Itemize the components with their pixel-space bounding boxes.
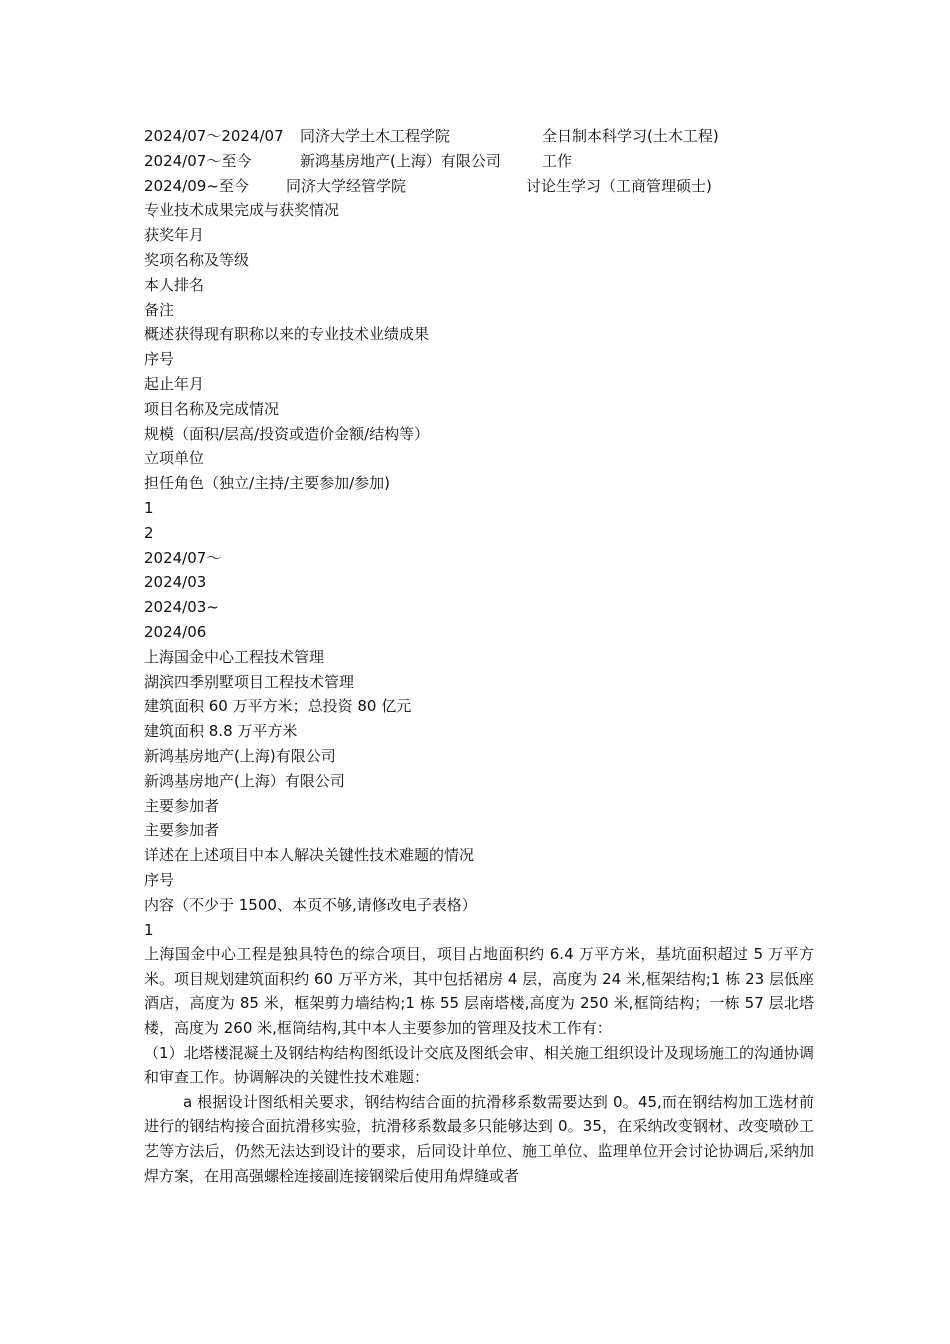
date-value: 2024/06: [144, 622, 207, 641]
project-scale: 建筑面积 60 万平方米；总投资 80 亿元: [144, 697, 412, 716]
description: 工作: [542, 151, 573, 170]
document-page: [144, 124, 814, 1188]
field-label: 立项单位: [144, 449, 205, 468]
field-label: 备注: [144, 300, 175, 319]
section-heading: 详述在上述项目中本人解决关键性技术难题的情况: [144, 846, 475, 865]
field-label: 序号: [144, 870, 175, 889]
body-paragraph: （1）北塔楼混凝土及钢结构结构图纸设计交底及图纸会审、相关施工组织设计及现场施工的沟通协调和审查工作。协调解决的关键性技术难题：: [144, 1043, 814, 1087]
period: 2024/07～2024/07: [144, 127, 284, 145]
date-value: 2024/03: [144, 573, 207, 592]
section-heading: 概述获得现有职称以来的专业技术业绩成果: [144, 325, 430, 344]
row-number: 1: [144, 920, 154, 939]
project-scale: 建筑面积 8.8 万平方米: [144, 722, 298, 741]
organization: 新鸿基房地产(上海）有限公司: [300, 151, 501, 170]
field-label: 项目名称及完成情况: [144, 399, 280, 418]
field-label: 内容（不少于 1500、本页不够,请修改电子表格）: [144, 895, 477, 914]
field-label: 担任角色（独立/主持/主要参加/参加): [144, 474, 391, 493]
project-name: 上海国金中心工程技术管理: [144, 647, 325, 666]
education-row: [144, 124, 814, 149]
field-label: 规模（面积/层高/投资或造价金额/结构等）: [144, 424, 430, 443]
education-row: [144, 174, 814, 199]
section-heading: 专业技术成果完成与获奖情况: [144, 201, 340, 220]
period: 2024/07～至今: [144, 151, 252, 170]
date-value: 2024/07～: [144, 548, 222, 567]
field-label: 获奖年月: [144, 226, 205, 245]
project-unit: 新鸿基房地产(上海）有限公司: [144, 771, 345, 790]
organization: 同济大学土木工程学院: [300, 127, 451, 145]
body-paragraph: a 根据设计图纸相关要求，钢结构结合面的抗滑移系数需要达到 0。45,而在钢结构加工选材前进行的钢结构接合面抗滑移实验，抗滑移系数最多只能够达到 0。35，在采纳改变钢材、改变喷砂工艺等方法后，仍然无法达到设计的要求，后同设计单位、施工单位、监理单位开会讨论协调后,采纳加焊方案，在用高强螺栓连接副连接钢梁后使用角焊缝或者: [144, 1092, 814, 1185]
field-label: 序号: [144, 350, 175, 369]
organization: 同济大学经管学院: [286, 176, 407, 195]
project-unit: 新鸿基房地产(上海)有限公司: [144, 746, 336, 765]
field-label: 奖项名称及等级: [144, 250, 250, 269]
description: 全日制本科学习(土木工程): [542, 127, 719, 145]
field-label: 本人排名: [144, 275, 205, 294]
project-role: 主要参加者: [144, 796, 220, 815]
description: 讨论生学习（工商管理硕士): [526, 176, 712, 195]
row-number: 1: [144, 498, 154, 517]
field-label: 起止年月: [144, 374, 205, 393]
project-role: 主要参加者: [144, 821, 220, 840]
date-value: 2024/03~: [144, 598, 219, 617]
body-paragraph: 上海国金中心工程是独具特色的综合项目，项目占地面积约 6.4 万平方米，基坑面积超过 5 万平方米。项目规划建筑面积约 60 万平方米，其中包括裙房 4 层，高度为 24 米,框架结构;1 栋 23 层低座酒店，高度为 85 米，框架剪力墙结构;1 栋 55 层南塔楼,高度为 250 米,框筒结构；一栋 57 层北塔楼，高度为 260 米,框筒结构,其中本人主要参加的管理及技术工作有：: [144, 945, 814, 1038]
education-row: [144, 149, 814, 174]
row-number: 2: [144, 523, 154, 542]
period: 2024/09~至今: [144, 176, 249, 195]
project-name: 湖滨四季别墅项目工程技术管理: [144, 672, 355, 691]
